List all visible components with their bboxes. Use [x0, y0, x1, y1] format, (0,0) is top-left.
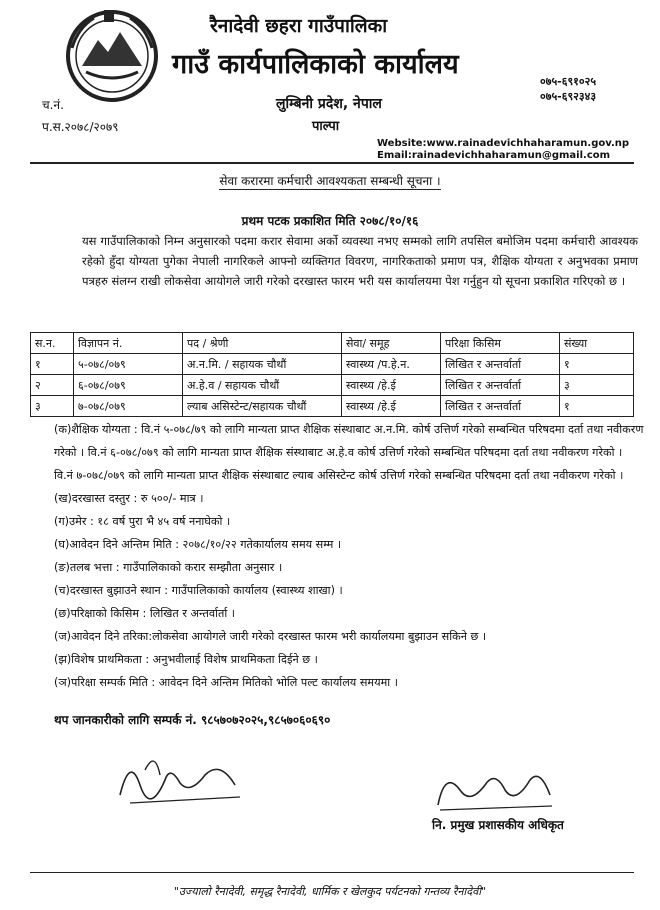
- notice-subject: [0, 172, 660, 189]
- clause-qualification: (क)शैक्षिक योग्यता : वि.नं ५-०७८/७९ को लागि मान्यता प्राप्त शैक्षिक संस्थाबाट अ.न.मि. कोर्ष उत्तिर्ण गरेको सम्बन्धित परिषदमा दर्ता तथा नवीकरण गरेको । वि.नं ६-०७८/०७९ को लागि मान्यता प्राप्त शैक्षिक संस्थाबाट अ.हे.व कोर्ष उत्तिर्ण गरेको सम्बन्धित परिषदमा दर्ता तथा नवीकरण गरेको । वि.नं ७-०७८/०७९ को लागि मान्यता प्राप्त शैक्षिक संस्थाबाट ल्याब असिस्टेन्ट कोर्ष उत्तिर्ण गरेको सम्बन्धित परिषदमा दर्ता तथा नवीकरण गरेको ।: [54, 423, 644, 482]
- header-ad-no: विज्ञापन नं.: [74, 333, 183, 354]
- header-exam: परिक्षा किसिम: [441, 333, 560, 354]
- notice-subject-text: सेवा करारमा कर्मचारी आवश्यकता सम्बन्धी सूचना ।: [219, 174, 441, 188]
- signature-right: [430, 760, 560, 820]
- reference-block: [42, 94, 119, 138]
- reference-number: च.नं.: [42, 98, 64, 112]
- clause-deadline: (घ)आवेदन दिने अन्तिम मिति : २०७८/१०/२२ गतेकार्यालय समय सम्म ।: [54, 538, 342, 551]
- cell-post: अ.हे.व / सहायक चौथौं: [183, 375, 342, 396]
- cell-ad-no: ६-०७८/०७९: [74, 375, 183, 396]
- published-date: प्रथम पटक प्रकाशित मिति २०७८/१०/१६: [241, 214, 419, 228]
- vacancy-table: [30, 332, 634, 417]
- phone-1: ०७५-६९१०२५: [540, 75, 597, 88]
- email-link[interactable]: Email:rainadevichhaharamun@gmail.com: [377, 150, 611, 161]
- header-count: संख्या: [560, 333, 634, 354]
- cell-service: स्वास्थ्य /हे.ई: [342, 396, 441, 417]
- cell-ad-no: ५-०७८/०७९: [74, 354, 183, 375]
- table-row: [31, 396, 634, 417]
- header-service: सेवा/ समूह: [342, 333, 441, 354]
- footer-motto: "उज्यालो रैनादेवी, समृद्ध रैनादेवी, धार्मिक र खेलकुद पर्यटनको गन्तव्य रैनादेवी": [173, 885, 487, 898]
- signature-left: [110, 745, 250, 815]
- header-post: पद / श्रेणी: [183, 333, 342, 354]
- cell-count: १: [560, 354, 634, 375]
- municipality-name: रैनादेवी छहरा गाउँपालिका: [210, 15, 388, 37]
- contact-web: [377, 138, 629, 162]
- clause-exam-type: (छ)परिक्षाको किसिम : लिखित र अन्तर्वार्ता ।: [54, 607, 236, 620]
- phone-numbers: [540, 74, 596, 104]
- cell-sn: ३: [31, 396, 74, 417]
- website-link[interactable]: Website:www.rainadevichhaharamun.gov.np: [377, 138, 630, 149]
- clause-exam-contact-date: (ञ)परिक्षा सम्पर्क मिति : आवेदन दिने अन्तिम मितिको भोलि पल्ट कार्यालय समयमा ।: [54, 676, 398, 689]
- phone-2: ०७५-६९२३४३: [540, 90, 597, 103]
- cell-count: ३: [560, 375, 634, 396]
- cell-exam: लिखित र अन्तर्वार्ता: [441, 396, 560, 417]
- fiscal-year: प.स.२०७८/२०७९: [42, 120, 119, 134]
- cell-sn: २: [31, 375, 74, 396]
- notice-intro: यस गाउँपालिकाको निम्न अनुसारको पदमा करार सेवामा अर्को व्यवस्था नभए सम्मको लागि तपसिल बमोजिम पदमा कर्मचारी आवश्यक रहेको हुँदा योग्यता पुगेका नेपाली नागरिकले आफ्नो व्यक्तिगत विवरण, नागरिकताको प्रमाण पत्र, शैक्षिक योग्यता र अनुभवका प्रमाण पत्रहरु संलग्न राखी लोकसेवा आयोगले जारी गरेको दरखास्त फारम भरी यस कार्यालयमा पेश गर्नुहुन यो सूचना प्रकाशित गरिएको छ ।: [82, 234, 638, 288]
- clause-application-method: (ज)आवेदन दिने तरिका:लोकसेवा आयोगले जारी गरेको दरखास्त फारम भरी कार्यालयमा बुझाउन सकिने छ ।: [54, 630, 487, 643]
- clause-priority: (झ)विशेष प्राथमिकता : अनुभवीलाई विशेष प्राथमिकता दिईने छ ।: [54, 653, 318, 666]
- header-divider: [30, 162, 634, 164]
- cell-exam: लिखित र अन्तर्वार्ता: [441, 354, 560, 375]
- cell-count: १: [560, 396, 634, 417]
- table-header-row: [31, 333, 634, 354]
- clause-fee: (ख)दरखास्त दस्तुर : रु ५००/- मात्र ।: [54, 492, 204, 505]
- cell-post: अ.न.मि. / सहायक चौथौं: [183, 354, 342, 375]
- clause-submission-place: (च)दरखास्त बुझाउने स्थान : गाउँपालिकाको कार्यालय (स्वास्थ्य शाखा) ।: [54, 584, 343, 597]
- cell-ad-no: ७-०७८/०७९: [74, 396, 183, 417]
- cell-service: स्वास्थ्य /हे.ई: [342, 375, 441, 396]
- province-name: लुम्बिनी प्रदेश, नेपाल: [276, 96, 382, 112]
- table-row: [31, 354, 634, 375]
- clause-age: (ग)उमेर : १८ वर्ष पुरा भै ४५ वर्ष ननाघेको ।: [54, 515, 231, 528]
- table-row: [31, 375, 634, 396]
- municipality-logo: [64, 8, 160, 104]
- header-sn: स.न.: [31, 333, 74, 354]
- office-name: गाउँ कार्यपालिकाको कार्यालय: [172, 49, 459, 80]
- cell-exam: लिखित र अन्तर्वार्ता: [441, 375, 560, 396]
- clause-salary: (ङ)तलब भत्ता : गाउँपालिकाको करार सम्झौता अनुसार ।: [54, 561, 283, 574]
- cell-service: स्वास्थ्य /प.हे.न.: [342, 354, 441, 375]
- signatory-title: नि. प्रमुख प्रशासकीय अधिकृत: [432, 818, 564, 832]
- footer-divider: [30, 872, 634, 873]
- district-name: पाल्पा: [312, 119, 340, 134]
- clauses-list: [54, 418, 644, 694]
- cell-sn: १: [31, 354, 74, 375]
- cell-post: ल्याब असिस्टेन्ट/सहायक चौथौं: [183, 396, 342, 417]
- contact-numbers: थप जानकारीको लागि सम्पर्क नं. ९८५७०७२०२५,९८५७०६०६९०: [54, 713, 331, 727]
